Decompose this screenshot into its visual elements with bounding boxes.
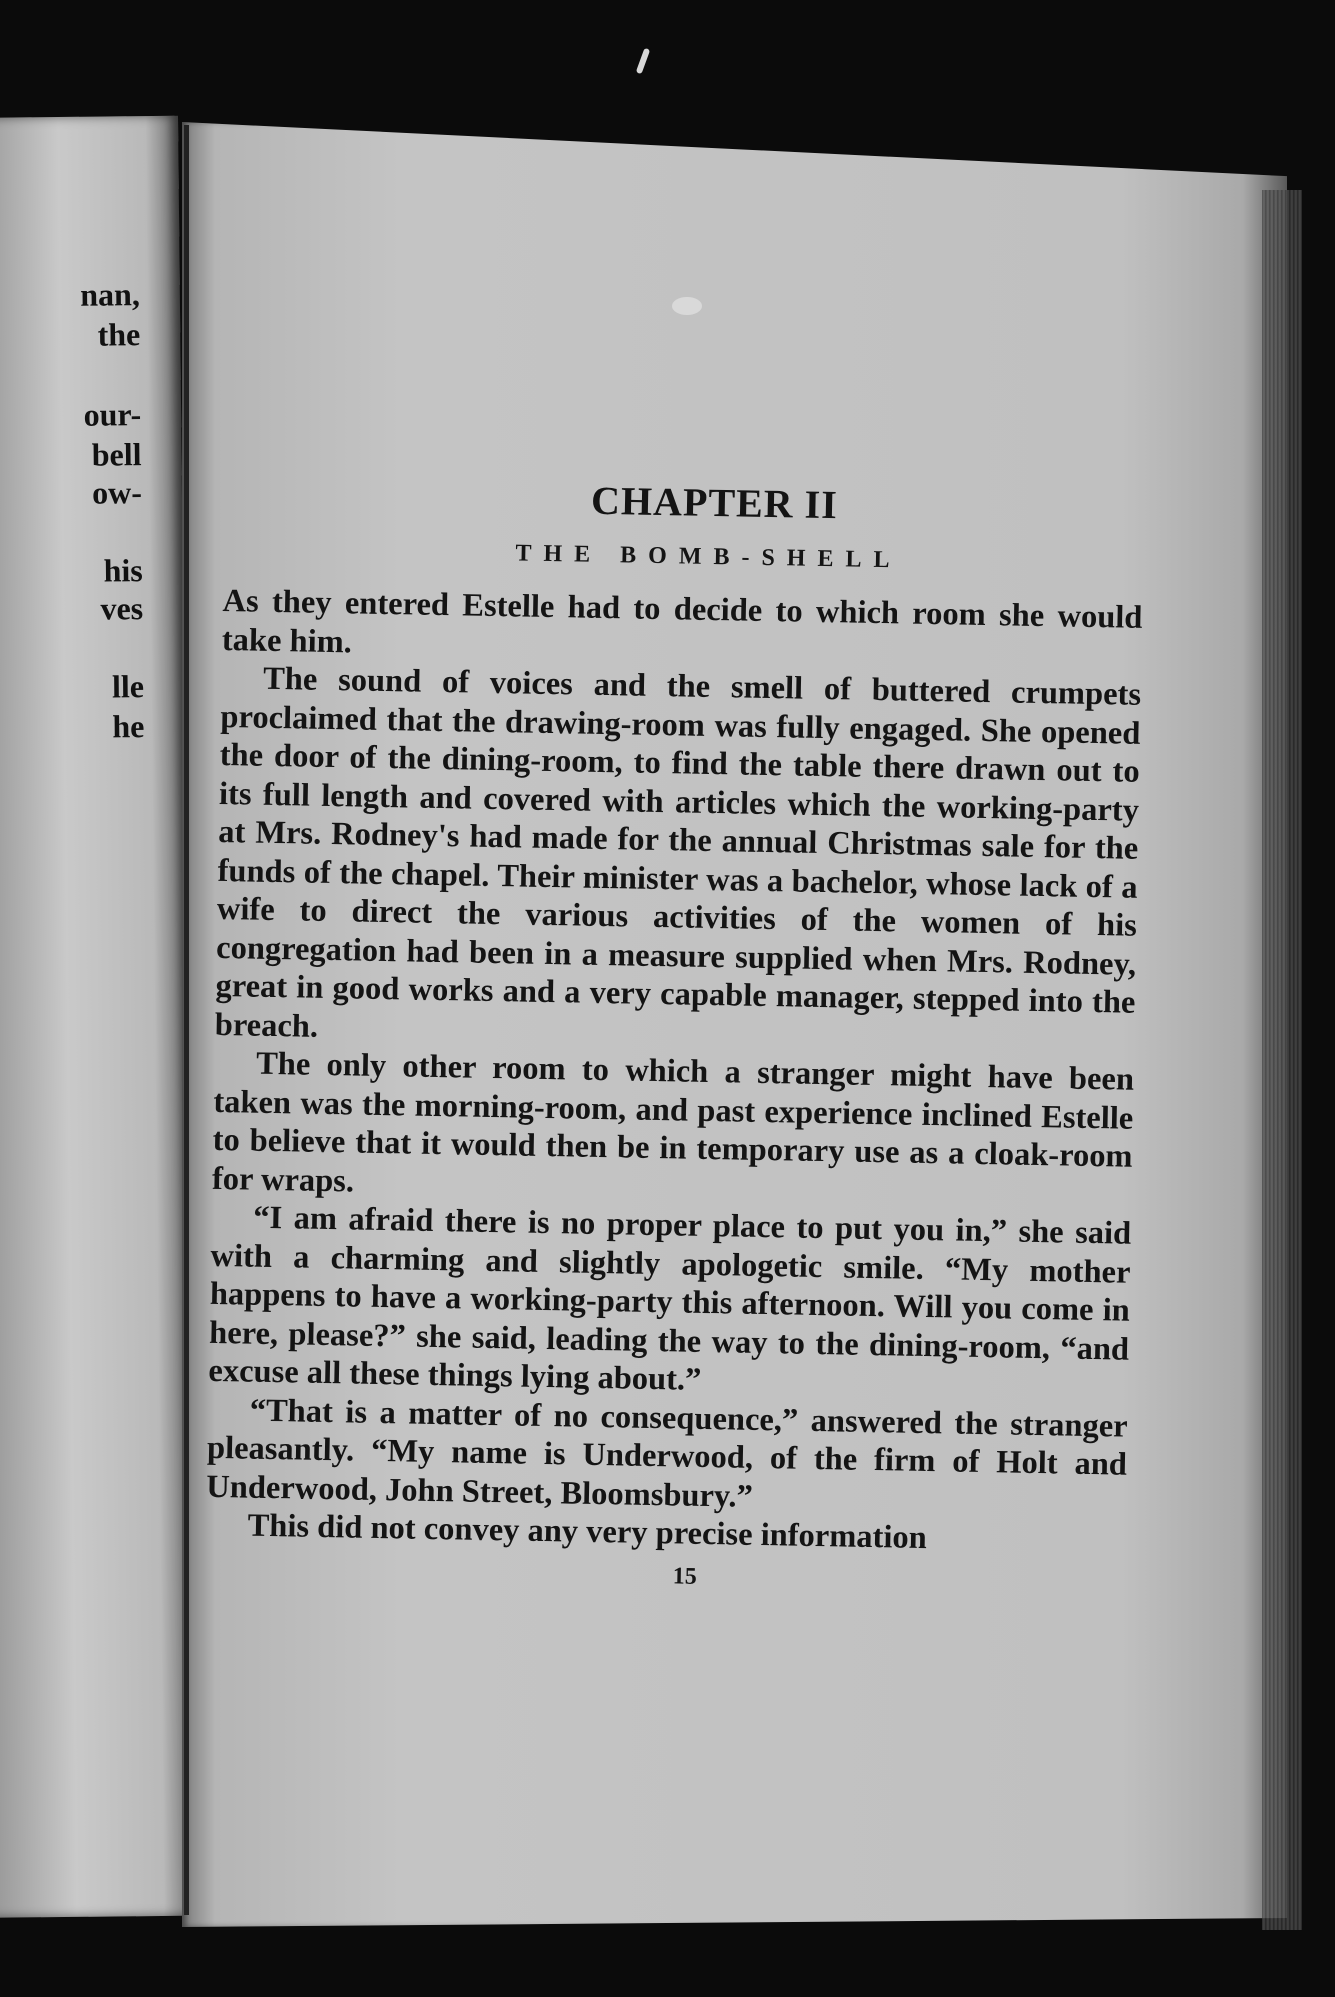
left-page bbox=[0, 116, 197, 1918]
left-page-text-fragments bbox=[0, 116, 145, 745]
paragraph: “I am afraid there is no proper place to put you in,” she said with a charming and slightly apologetic smile. “My mother happens to have a working-party this afternoon. Will you come in here, please?” she said, leading the way to the dining-room, “and excuse all these things lying about.” bbox=[208, 1199, 1132, 1398]
page-edge-stack bbox=[1262, 190, 1302, 1930]
paragraph: “That is a matter of no consequence,” answered the stranger pleasantly. “My name is Underwood, of the firm of Holt and Underwood, John Street, Bloomsbury.” bbox=[206, 1392, 1128, 1515]
left-fragment: our- bbox=[83, 396, 142, 433]
page-number: 15 bbox=[672, 1562, 698, 1590]
left-fragment: ves bbox=[100, 590, 144, 627]
paragraph: This did not convey any very precise information bbox=[247, 1507, 928, 1557]
paragraph: The sound of voices and the smell of buttered crumpets proclaimed that the drawing-room was fully engaged. She opened the door of the dining-room, to find the table there drawn out to its full length and covered with articles which the working-party at Mrs. Rodney's had made for the annual Christmas sale for the funds of the chapel. Their minister was a bachelor, whose lack of a wife to direct the various activities of the women of his congregation had been in a measure supplied when Mrs. Rodney, great in good works and a very capable manager, stepped into the breach. bbox=[214, 660, 1142, 1045]
left-fragment: the bbox=[97, 316, 141, 353]
book-spine bbox=[184, 125, 189, 1915]
scan-mark bbox=[636, 48, 651, 74]
left-fragment: he bbox=[112, 708, 145, 745]
chapter-title: THE BOMB-SHELL bbox=[515, 540, 902, 574]
chapter-heading: CHAPTER II bbox=[590, 477, 839, 528]
left-fragment: ow- bbox=[91, 474, 143, 511]
paper-smudge bbox=[672, 297, 702, 315]
paragraph: As they entered Estelle had to decide to which room she would take him. bbox=[221, 582, 1143, 660]
left-fragment: bell bbox=[91, 436, 142, 473]
left-fragment: his bbox=[103, 552, 143, 589]
left-fragment: nan, bbox=[80, 276, 141, 313]
paragraph: The only other room to which a stranger might have been taken was the morning-room, and past experience inclined Estelle to believe that it would then be in temporary use as a cloak-room for wraps. bbox=[211, 1045, 1135, 1199]
page-body bbox=[205, 470, 1145, 1598]
left-fragment: lle bbox=[111, 668, 145, 705]
